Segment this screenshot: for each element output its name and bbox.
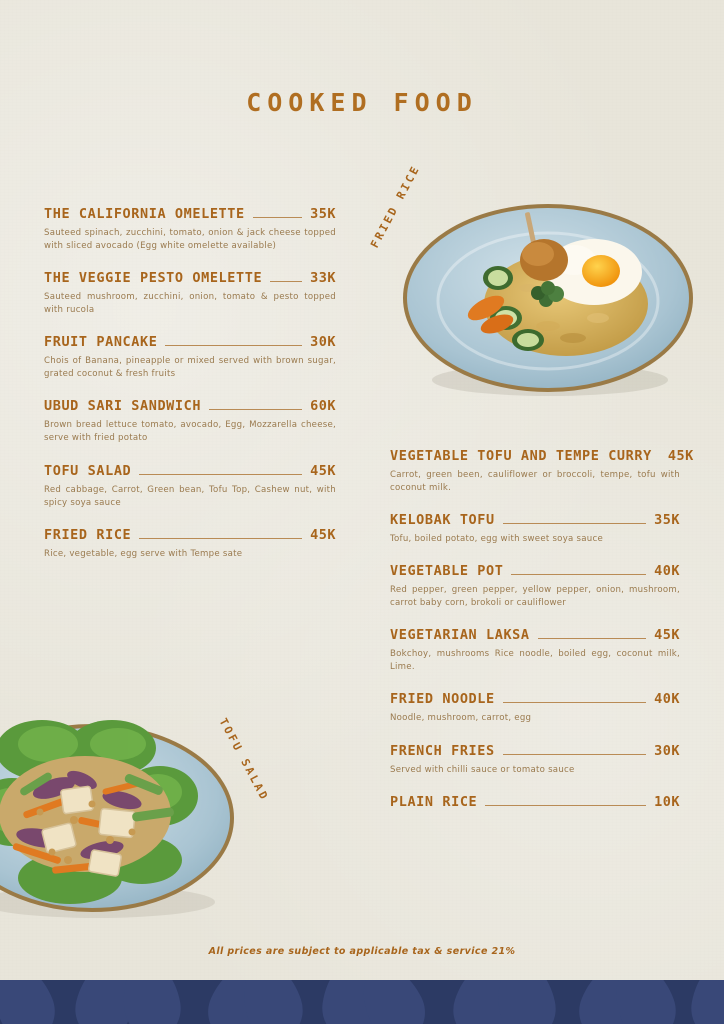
menu-item-description: Tofu, boiled potato, egg with sweet soya sauce [390, 534, 603, 545]
leader-line [511, 573, 646, 575]
menu-item [44, 463, 336, 510]
menu-item-head [44, 463, 336, 479]
menu-item-name: FRENCH FRIES [390, 742, 495, 759]
tofu-salad-photo [0, 692, 252, 930]
tofu-salad-photo-label: TOFU SALAD [216, 716, 272, 804]
menu-item-price: 30K [654, 742, 680, 759]
leader-line [165, 344, 302, 346]
page-title: COOKED FOOD [246, 88, 478, 117]
menu-item-price: 10K [654, 793, 680, 810]
menu-item-name: KELOBAK TOFU [390, 512, 495, 529]
menu-item-description: Bokchoy, mushrooms Rice noodle, boiled egg, coconut milk, Lime. [390, 649, 680, 673]
menu-item [390, 563, 680, 610]
menu-item-name: PLAIN RICE [390, 793, 478, 810]
menu-item-description: Noodle, mushroom, carrot, egg [390, 713, 532, 724]
menu-item-head [390, 627, 680, 643]
fried-rice-photo [398, 168, 698, 418]
menu-item-name: THE CALIFORNIA OMELETTE [44, 206, 245, 222]
menu-item [44, 334, 336, 381]
menu-item [44, 206, 336, 253]
menu-item-head [44, 398, 336, 414]
menu-item-head [390, 448, 694, 464]
menu-item-head [390, 794, 680, 810]
menu-item [44, 270, 336, 317]
menu-item-price: 33K [310, 270, 336, 287]
leader-line [485, 804, 646, 806]
menu-item [44, 527, 336, 561]
menu-item [44, 398, 336, 445]
leader-line [503, 522, 646, 524]
menu-item-name: UBUD SARI SANDWICH [44, 398, 202, 415]
menu-item-head [390, 691, 680, 707]
left-menu-column [44, 206, 336, 578]
leader-line [139, 537, 302, 539]
menu-item [390, 794, 680, 810]
menu-item-name: VEGETABLE POT [390, 563, 504, 580]
menu-item-description: Sauteed spinach, zucchini, tomato, onion & jack cheese topped with sliced avocado (Egg white omelette available) [44, 228, 336, 252]
menu-item-name: TOFU SALAD [44, 462, 132, 479]
menu-item-head [44, 270, 336, 286]
menu-item-price: 45K [310, 462, 336, 479]
menu-item-price: 40K [654, 691, 680, 708]
menu-item-description: Brown bread lettuce tomato, avocado, Egg, Mozzarella cheese, serve with fried potato [44, 420, 336, 444]
menu-item-name: THE VEGGIE PESTO OMELETTE [44, 270, 263, 287]
leader-line [503, 753, 646, 755]
menu-item-price: 45K [654, 627, 680, 644]
right-menu-column [390, 448, 694, 827]
menu-item [390, 627, 680, 674]
menu-item-head [44, 527, 336, 543]
menu-item-name: VEGETABLE TOFU AND TEMPE CURRY [390, 448, 652, 464]
menu-item [390, 691, 680, 725]
menu-item-head [390, 743, 680, 759]
menu-item-head [44, 206, 336, 222]
leader-line [139, 473, 302, 475]
price-footnote: All prices are subject to applicable tax & service 21% [208, 946, 516, 957]
menu-item-description: Carrot, green been, cauliflower or broccoli, tempe, tofu with coconut milk. [390, 470, 680, 494]
menu-item-head [390, 512, 680, 528]
menu-item-head [44, 334, 336, 350]
menu-item-description: Rice, vegetable, egg serve with Tempe sate [44, 548, 243, 559]
menu-item-head [390, 563, 680, 579]
menu-item-price: 60K [310, 398, 336, 415]
menu-item-description: Sauteed mushroom, zucchini, onion, tomato & pesto topped with rucola [44, 292, 336, 316]
menu-item-description: Red pepper, green pepper, yellow pepper, onion, mushroom, carrot baby corn, brokoli or cauliflower [390, 585, 680, 609]
menu-item-description: Red cabbage, Carrot, Green bean, Tofu Top, Cashew nut, with spicy soya sauce [44, 484, 336, 508]
menu-item [390, 448, 694, 495]
menu-item-price: 45K [667, 448, 694, 464]
menu-item [390, 743, 680, 777]
fried-rice-photo-label: FRIED RICE [368, 162, 423, 251]
menu-item-price: 30K [310, 334, 336, 351]
menu-item [390, 512, 680, 546]
menu-item-price: 45K [310, 526, 336, 543]
menu-item-description: Served with chilli sauce or tomato sauce [390, 764, 575, 775]
menu-item-price: 35K [310, 206, 336, 222]
leader-line [503, 701, 646, 703]
menu-item-name: FRIED RICE [44, 526, 132, 543]
leader-line [538, 637, 646, 639]
decorative-bottom-band [0, 980, 724, 1024]
menu-item-name: VEGETARIAN LAKSA [390, 627, 530, 644]
menu-item-price: 40K [654, 563, 680, 580]
leader-line [209, 408, 302, 410]
menu-item-description: Chois of Banana, pineapple or mixed served with brown sugar, grated coconut & fresh fruits [44, 356, 336, 380]
leader-line [253, 216, 302, 218]
menu-item-name: FRIED NOODLE [390, 691, 495, 708]
menu-item-name: FRUIT PANCAKE [44, 334, 158, 351]
leader-line [270, 280, 302, 282]
menu-item-price: 35K [654, 512, 680, 529]
